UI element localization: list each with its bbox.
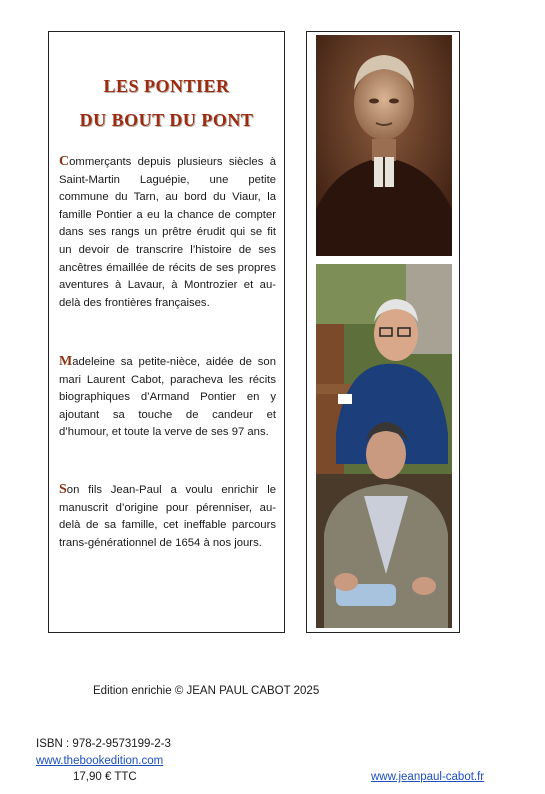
author-website-link[interactable]: www.jeanpaul-cabot.fr xyxy=(371,771,485,783)
paragraph-1-text: ommerçants depuis plusieurs siècles à Saint-Martin Laguépie, une petite commune du Tarn, au bord du Viaur, la famille Pontier a eu la chance de compter dans ses rangs un prêtre érudit qui se fit un devoir de transcrire l’histoire de ses ancêtres émaillée de récits de ses propres aventures à Lavaur, à Montrozier et au-delà des frontières françaises. xyxy=(59,156,276,309)
price: 17,90 € TTC xyxy=(73,771,137,783)
family-photo xyxy=(316,264,452,628)
book-title-line1: LES PONTIER xyxy=(103,76,230,96)
book-title-line2: DU BOUT DU PONT xyxy=(79,110,254,130)
edition-copyright: Edition enrichie © JEAN PAUL CABOT 2025 xyxy=(93,685,320,697)
text-panel xyxy=(48,31,285,633)
dropcap-3: S xyxy=(59,482,67,497)
dropcap-2: M xyxy=(59,354,73,369)
paragraph-3 xyxy=(59,481,276,552)
publisher-website-link[interactable]: www.thebookedition.com xyxy=(36,755,164,767)
isbn: ISBN : 978-2-9573199-2-3 xyxy=(36,738,171,750)
paragraph-3-text: on fils Jean-Paul a voulu enrichir le manuscrit d’origine pour pérenniser, au-delà de sa famille, cet ineffable parcours trans-générationnel de 1654 à nos jours. xyxy=(59,484,276,549)
paragraph-1 xyxy=(59,153,276,312)
photo-panel xyxy=(306,31,460,633)
priest-portrait-photo xyxy=(316,35,452,256)
dropcap-1: C xyxy=(59,154,70,169)
paragraph-2-text: adeleine sa petite-nièce, aidée de son mari Laurent Cabot, paracheva les récits biographiques d’Armand Pontier en y ajoutant sa touche de candeur et d’humour, et toute la verve de ses 97 ans. xyxy=(59,356,276,439)
paragraph-2 xyxy=(59,353,276,442)
